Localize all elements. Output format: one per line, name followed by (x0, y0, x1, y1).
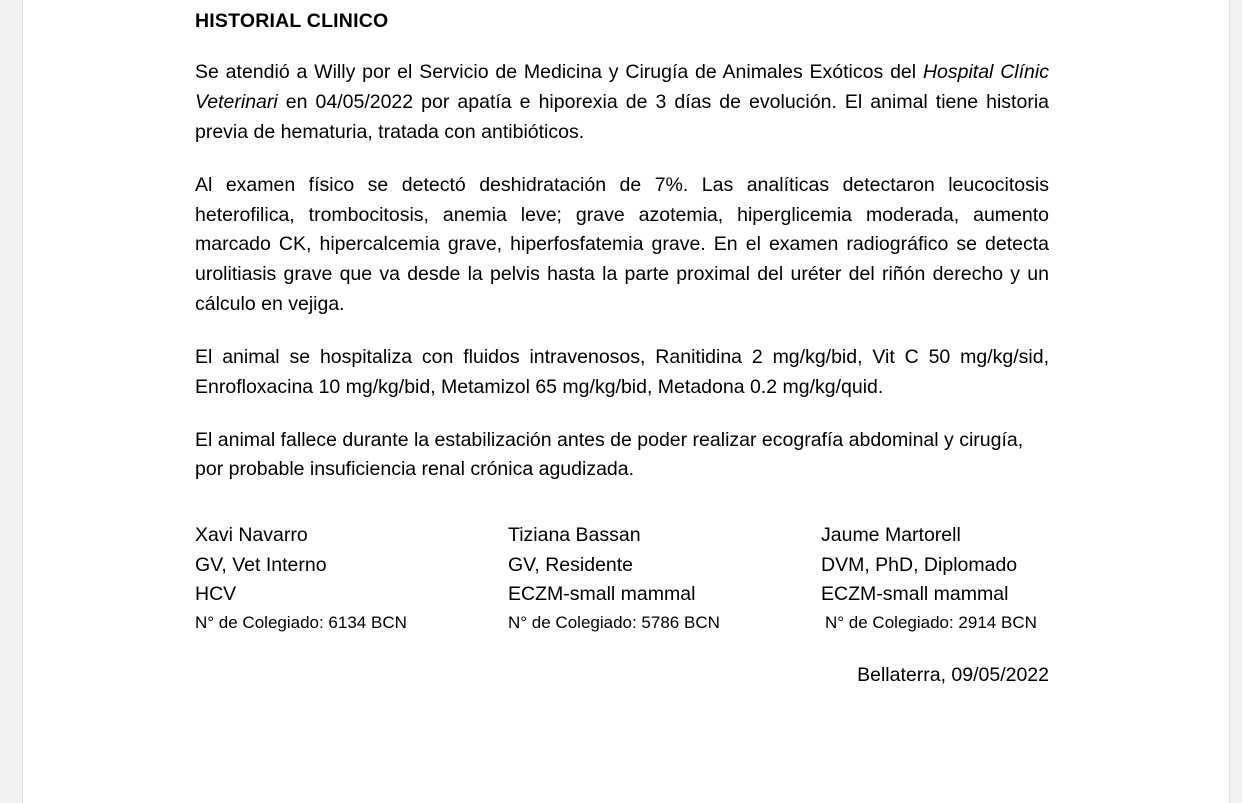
document-body (195, 8, 1049, 687)
paragraph-examination (195, 171, 1049, 320)
place-and-date: Bellaterra, 09/05/2022 (857, 663, 1049, 686)
signatory-registration: N° de Colegiado: 6134 BCN (195, 612, 407, 632)
signatory-name: Jaume Martorell (821, 524, 961, 547)
page-right-margin-strip (1229, 0, 1242, 803)
signature-column-1 (195, 521, 508, 636)
hospital-name: Hospital Clínic Veterinari (195, 61, 1049, 114)
paragraph-history-seg-1: Se atendió a Willy por el Servicio de Medicina y Cirugía de Animales Exóticos del (195, 61, 923, 84)
paragraph-treatment-text: El animal se hospitaliza con fluidos intravenosos, Ranitidina 2 mg/kg/bid, Vit C 50 mg/kg/sid, Enrofloxacina 10 mg/kg/bid, Metamizol 65 mg/kg/bid, Metadona 0.2 mg/kg/quid. (195, 345, 1049, 398)
signatory-registration: N° de Colegiado: 5786 BCN (508, 612, 720, 632)
paragraph-outcome-text: El animal fallece durante la estabilización antes de poder realizar ecografía abdominal y cirugía, por probable insuficiencia renal crónica agudizada. (195, 428, 1024, 481)
paragraph-treatment (195, 343, 1049, 403)
signature-block (195, 521, 1049, 636)
signatory-registration: N° de Colegiado: 2914 BCN (825, 612, 1037, 632)
signatory-affiliation: ECZM-small mammal (508, 583, 696, 606)
paragraph-history-seg-3: en 04/05/2022 por apatía e hiporexia de 3 días de evolución. El animal tiene historia previa de hematuria, tratada con antibióticos. (195, 91, 1049, 143)
signatory-role: GV, Vet Interno (195, 553, 327, 576)
signatory-role: DVM, PhD, Diplomado (821, 553, 1018, 576)
signatory-name: Tiziana Bassan (508, 524, 641, 547)
signature-column-2 (508, 521, 821, 636)
page-title: HISTORIAL CLINICO (195, 10, 389, 32)
paragraph-outcome (195, 426, 1049, 486)
signatory-role: GV, Residente (508, 553, 634, 576)
signatory-name: Xavi Navarro (195, 524, 308, 547)
paragraph-history (195, 58, 1049, 147)
paragraph-examination-text: Al examen físico se detectó deshidratación de 7%. Las analíticas detectaron leucocitosis heterofilica, trombocitosis, anemia leve; grave azotemia, hiperglicemia moderada, aumento marcado CK, hipercalcemia grave, hiperfosfatemia grave. En el examen radiográfico se detecta urolitiasis grave que va desde la pelvis hasta la parte proximal del uréter del riñón derecho y un cálculo en vejiga. (195, 173, 1049, 316)
signature-column-3 (821, 521, 1049, 636)
signatory-affiliation: ECZM-small mammal (821, 583, 1009, 606)
signatory-affiliation: HCV (195, 583, 237, 606)
page-left-margin-strip (0, 0, 23, 803)
